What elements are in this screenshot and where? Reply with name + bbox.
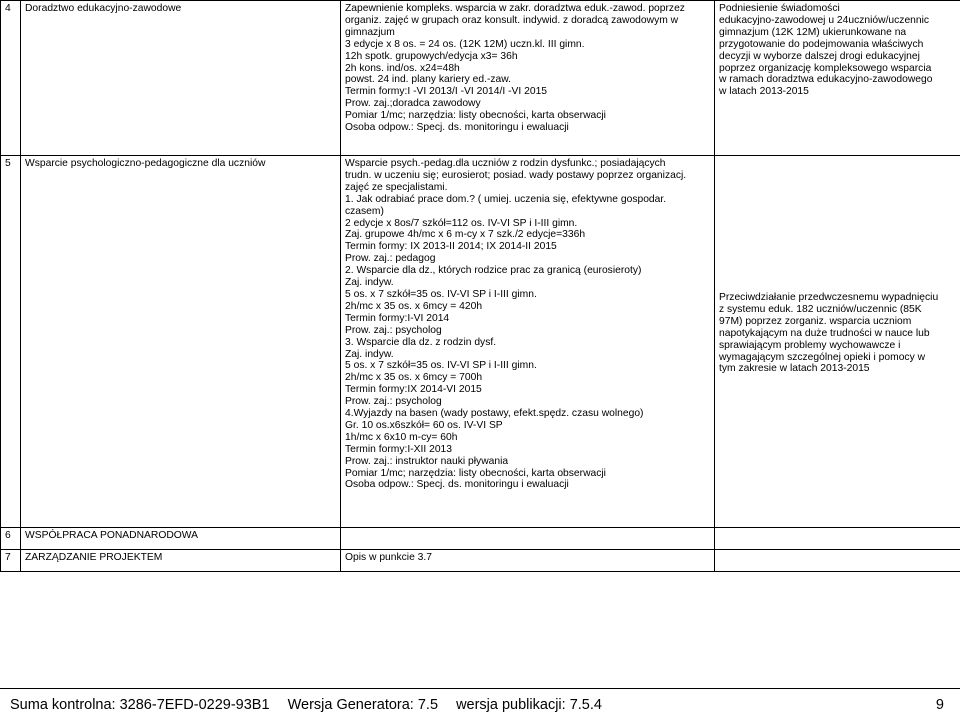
text-line: gimnazjum	[345, 27, 710, 39]
text-line: Termin formy:I-XII 2013	[345, 444, 710, 456]
task-details	[341, 528, 715, 550]
text-line: gimnazjum (12K 12M) ukierunkowane na	[719, 27, 956, 39]
text-line: 5 os. x 7 szkół=35 os. IV-VI SP i I-III gimn.	[345, 360, 710, 372]
task-outcome	[715, 528, 960, 550]
row-number: 6	[1, 528, 21, 550]
task-outcome	[715, 156, 960, 528]
text-line: Przeciwdziałanie przedwczesnemu wypadnięciu	[719, 292, 956, 304]
text-line: w ramach doradztwa edukacyjno-zawodowego	[719, 74, 956, 86]
text-line: Termin formy:I-VI 2014	[345, 313, 710, 325]
text-line: Podniesienie świadomości	[719, 3, 956, 15]
text-line: Zaj. grupowe 4h/mc x 6 m-cy x 7 szk./2 edycje=336h	[345, 229, 710, 241]
text-line: Zaj. indyw.	[345, 277, 710, 289]
text-line: Wsparcie psych.-pedag.dla uczniów z rodzin dysfunkc.; posiadających	[345, 158, 710, 170]
text-line: Pomiar 1/mc; narzędzia: listy obecności, karta obserwacji	[345, 468, 710, 480]
text-line: Gr. 10 os.x6szkół= 60 os. IV-VI SP	[345, 420, 710, 432]
text-line: Osoba odpow.: Specj. ds. monitoringu i ewaluacji	[345, 479, 710, 491]
text-line: Prow. zaj.: pedagog	[345, 253, 710, 265]
row-number: 5	[1, 156, 21, 528]
text-line: 3. Wsparcie dla dz. z rodzin dysf.	[345, 337, 710, 349]
task-title: WSPÓŁPRACA PONADNARODOWA	[21, 528, 341, 550]
publication-version: wersja publikacji: 7.5.4	[456, 697, 602, 713]
text-line: organiz. zajęć w grupach oraz konsult. indywid. z doradcą zawodowym w	[345, 15, 710, 27]
text-line: wymagającym szczególnej opieki i pomocy w	[719, 352, 956, 364]
checksum-label: Suma kontrolna: 3286-7EFD-0229-93B1	[10, 697, 270, 713]
task-title: ZARZĄDZANIE PROJEKTEM	[21, 550, 341, 572]
footer-meta	[10, 697, 616, 713]
text-line: Opis w punkcie 3.7	[345, 552, 710, 564]
text-line: 5 os. x 7 szkół=35 os. IV-VI SP i I-III gimn.	[345, 289, 710, 301]
task-title: Wsparcie psychologiczno-pedagogiczne dla uczniów	[21, 156, 341, 528]
table-row	[1, 528, 960, 550]
text-line: 97M) poprzez zorganiz. wsparcia uczniom	[719, 316, 956, 328]
text-line: napotykającym na duże trudności w nauce lub	[719, 328, 956, 340]
text-line: Zaj. indyw.	[345, 349, 710, 361]
task-title: Doradztwo edukacyjno-zawodowe	[21, 1, 341, 156]
table-row	[1, 156, 960, 528]
text-line: 2h/mc x 35 os. x 6mcy = 700h	[345, 372, 710, 384]
text-line: zajęć ze specjalistami.	[345, 182, 710, 194]
text-line: Termin formy:IX 2014-VI 2015	[345, 384, 710, 396]
text-line: Prow. zaj.: instruktor nauki pływania	[345, 456, 710, 468]
task-details	[341, 156, 715, 528]
text-line: przygotowanie do podejmowania właściwych	[719, 39, 956, 51]
text-line: 2. Wsparcie dla dz., których rodzice prac za granicą (eurosieroty)	[345, 265, 710, 277]
text-line: Zapewnienie kompleks. wsparcia w zakr. doradztwa eduk.-zawod. poprzez	[345, 3, 710, 15]
text-line: w latach 2013-2015	[719, 86, 956, 98]
page-number: 9	[936, 697, 944, 713]
text-line: Termin formy: IX 2013-II 2014; IX 2014-II 2015	[345, 241, 710, 253]
text-line: 4.Wyjazdy na basen (wady postawy, efekt.spędz. czasu wolnego)	[345, 408, 710, 420]
text-line: Prow. zaj.;doradca zawodowy	[345, 98, 710, 110]
text-line: 2h/mc x 35 os. x 6mcy = 420h	[345, 301, 710, 313]
text-line: 2 edycje x 8os/7 szkół=112 os. IV-VI SP i I-III gimn.	[345, 218, 710, 230]
text-line: 2h kons. ind/os. x24=48h	[345, 63, 710, 75]
task-outcome	[715, 1, 960, 156]
text-line: Pomiar 1/mc; narzędzia: listy obecności, karta obserwacji	[345, 110, 710, 122]
text-line: 1. Jak odrabiać prace dom.? ( umiej. uczenia się, efektywne gospodar.	[345, 194, 710, 206]
text-line: sprawiającym problemy wychowawcze i	[719, 340, 956, 352]
text-line: edukacyjno-zawodowej u 24uczniów/uczennic	[719, 15, 956, 27]
table-row	[1, 1, 960, 156]
task-details	[341, 550, 715, 572]
text-line: Osoba odpow.: Specj. ds. monitoringu i ewaluacji	[345, 122, 710, 134]
text-line: Termin formy:I -VI 2013/I -VI 2014/I -VI 2015	[345, 86, 710, 98]
task-outcome	[715, 550, 960, 572]
text-line: poprzez organizację kompleksowego wsparcia	[719, 63, 956, 75]
text-line: z systemu eduk. 182 uczniów/uczennic (85K	[719, 304, 956, 316]
text-line: 3 edycje x 8 os. = 24 os. (12K 12M) uczn.kl. III gimn.	[345, 39, 710, 51]
table-row	[1, 550, 960, 572]
text-line: trudn. w uczeniu się; eurosierot; posiad. wady postawy poprzez organizacj.	[345, 170, 710, 182]
row-number: 7	[1, 550, 21, 572]
row-number: 4	[1, 1, 21, 156]
generator-version: Wersja Generatora: 7.5	[288, 697, 438, 713]
text-line: 1h/mc x 6x10 m-cy= 60h	[345, 432, 710, 444]
text-line: czasem)	[345, 206, 710, 218]
text-line: 12h spotk. grupowych/edycja x3= 36h	[345, 51, 710, 63]
text-line: Prow. zaj.: psycholog	[345, 396, 710, 408]
text-line: powst. 24 ind. plany kariery ed.-zaw.	[345, 74, 710, 86]
text-line: Prow. zaj.: psycholog	[345, 325, 710, 337]
task-details	[341, 1, 715, 156]
text-line: decyzji w wyborze dalszej drogi edukacyjnej	[719, 51, 956, 63]
page-footer	[0, 688, 960, 716]
text-line: tym zakresie w latach 2013-2015	[719, 363, 956, 375]
